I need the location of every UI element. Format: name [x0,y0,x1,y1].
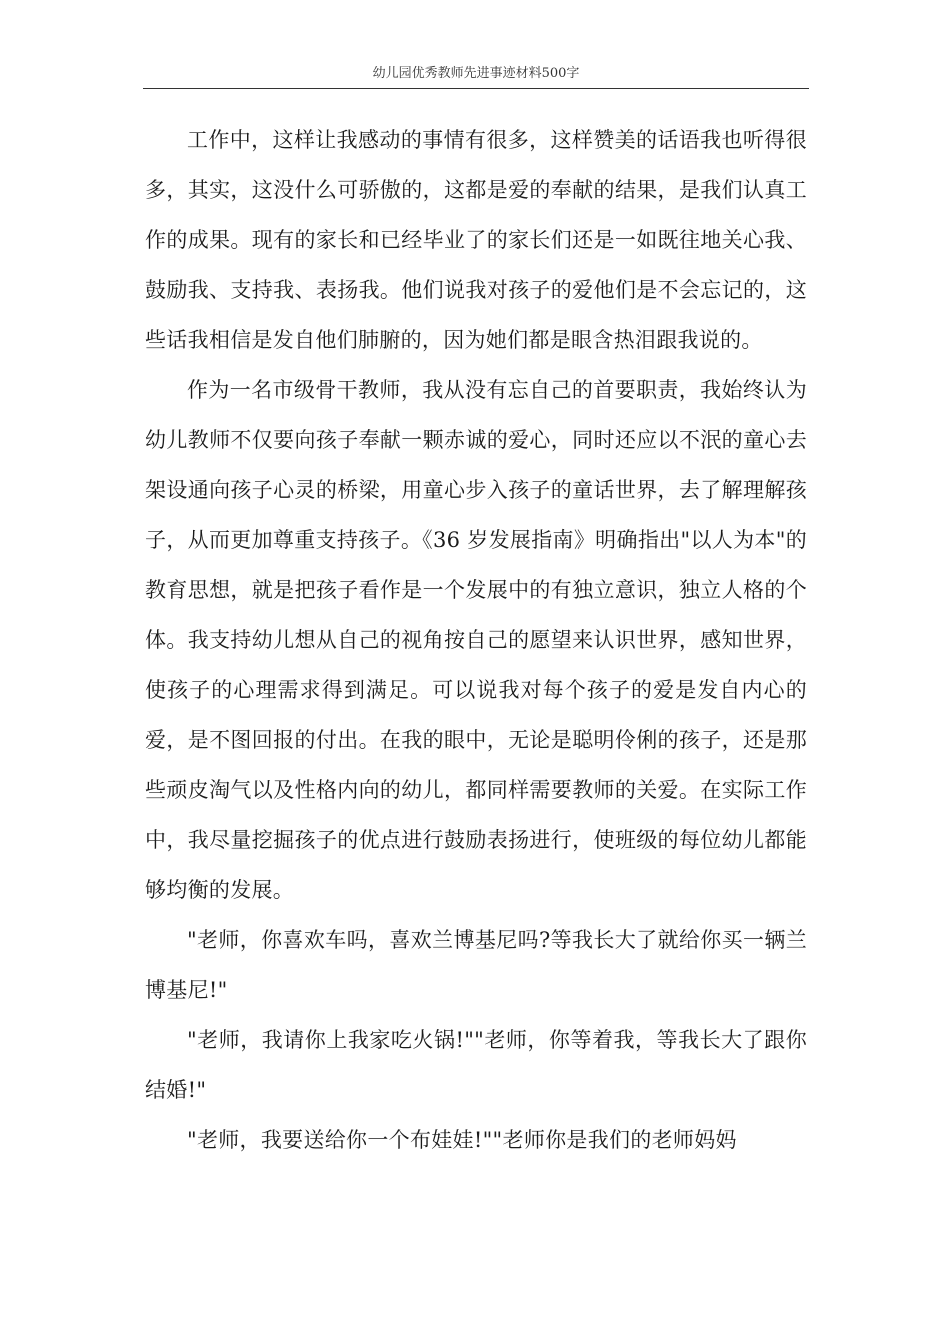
header-divider [143,88,809,89]
document-body [145,115,807,1165]
paragraph: "老师，我请你上我家吃火锅!""老师，你等着我，等我长大了跟你结婚!" [145,1028,807,1102]
paragraph: 作为一名市级骨干教师，我从没有忘自己的首要职责，我始终认为幼儿教师不仅要向孩子奉献一颗赤诚的爱心，同时还应以不泯的童心去架设通向孩子心灵的桥梁，用童心步入孩子的童话世界，去了解理解孩子，从而更加尊重支持孩子。《36 岁发展指南》明确指出"以人为本"的教育思想，就是把孩子看作是一个发展中的有独立意识，独立人格的个体。我支持幼儿想从自己的视角按自己的愿望来认识世界，感知世界，使孩子的心理需求得到满足。可以说我对每个孩子的爱是发自内心的爱，是不图回报的付出。在我的眼中，无论是聪明伶俐的孩子，还是那些顽皮淘气以及性格内向的幼儿，都同样需要教师的关爱。在实际工作中，我尽量挖掘孩子的优点进行鼓励表扬进行，使班级的每位幼儿都能够均衡的发展。 [145,378,807,902]
page-header-title: 幼儿园优秀教师先进事迹材料500字 [372,66,580,81]
paragraph: 工作中，这样让我感动的事情有很多，这样赞美的话语我也听得很多，其实，这没什么可骄傲的，这都是爱的奉献的结果，是我们认真工作的成果。现有的家长和已经毕业了的家长们还是一如既往地关心我、鼓励我、支持我、表扬我。他们说我对孩子的爱他们是不会忘记的，这些话我相信是发自他们肺腑的，因为她们都是眼含热泪跟我说的。 [145,128,807,352]
paragraph: "老师，我要送给你一个布娃娃!""老师你是我们的老师妈妈 [187,1128,737,1152]
paragraph: "老师，你喜欢车吗，喜欢兰博基尼吗?等我长大了就给你买一辆兰博基尼!" [145,928,807,1002]
